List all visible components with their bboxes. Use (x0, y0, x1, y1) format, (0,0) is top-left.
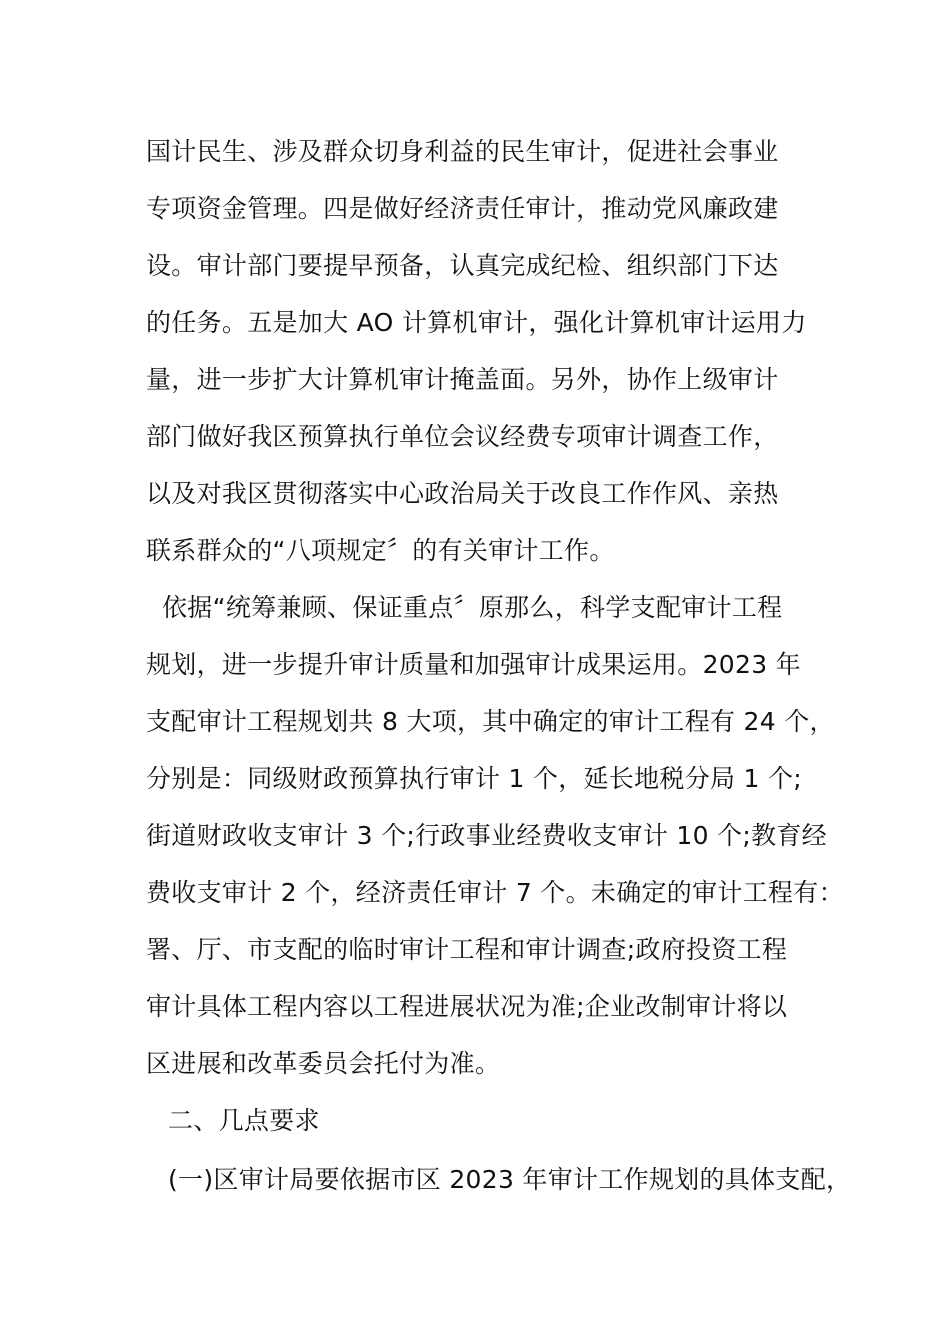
paragraph-line: 以及对我区贯彻落实中心政治局关于改良工作作风、亲热 (146, 479, 779, 508)
paragraph-line: 量，进一步扩大计算机审计掩盖面。另外，协作上级审计 (146, 365, 779, 394)
section-heading: 二、几点要求 (168, 1106, 320, 1135)
paragraph-line: 分别是：同级财政预算执行审计 1 个，延长地税分局 1 个; (146, 764, 803, 793)
paragraph-line: 审计具体工程内容以工程进展状况为准;企业改制审计将以 (146, 992, 788, 1021)
paragraph-line: 支配审计工程规划共 8 大项，其中确定的审计工程有 24 个， (146, 707, 835, 736)
paragraph-line: 专项资金管理。四是做好经济责任审计，推动党风廉政建 (146, 194, 779, 223)
paragraph-line: 费收支审计 2 个，经济责任审计 7 个。未确定的审计工程有： (146, 878, 844, 907)
paragraph-line: 设。审计部门要提早预备，认真完成纪检、组织部门下达 (146, 251, 779, 280)
paragraph-line: 规划，进一步提升审计质量和加强审计成果运用。2023 年 (146, 650, 801, 679)
paragraph-line: 的任务。五是加大 AO 计算机审计，强化计算机审计运用力 (146, 308, 807, 337)
paragraph-line: 联系群众的“八项规定〞的有关审计工作。 (146, 536, 615, 565)
paragraph-line: 国计民生、涉及群众切身利益的民生审计，促进社会事业 (146, 137, 779, 166)
paragraph-line: 街道财政收支审计 3 个;行政事业经费收支审计 10 个;教育经 (146, 821, 827, 850)
paragraph-line: 部门做好我区预算执行单位会议经费专项审计调查工作， (146, 422, 779, 451)
paragraph-line: (一)区审计局要依据市区 2023 年审计工作规划的具体支配， (168, 1165, 852, 1194)
paragraph-line: 署、厅、市支配的临时审计工程和审计调查;政府投资工程 (146, 935, 788, 964)
paragraph-line: 区进展和改革委员会托付为准。 (146, 1049, 501, 1078)
paragraph-line: 依据“统筹兼顾、保证重点〞原那么，科学支配审计工程 (162, 593, 783, 622)
